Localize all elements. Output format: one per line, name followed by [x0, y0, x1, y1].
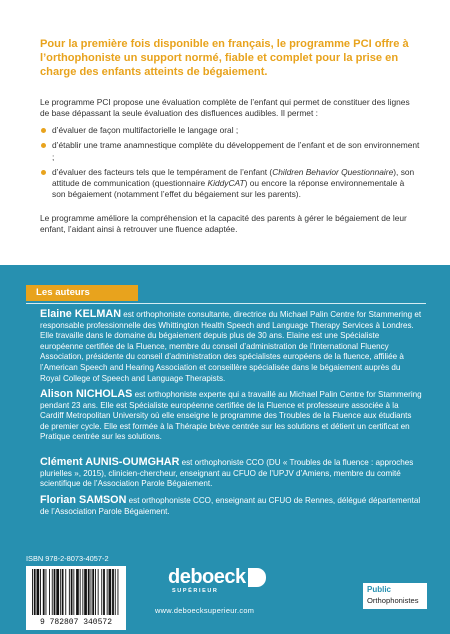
outro-paragraph: Le programme améliore la compréhension et la capacité des parents à gérer le bégaiement de leur enfant, l’aidant ainsi à retrouver une fluence adaptée. — [40, 213, 407, 235]
logo-subtitle: SUPÉRIEUR — [172, 588, 219, 594]
author-name: Florian SAMSON — [40, 494, 127, 506]
barcode-bar — [32, 569, 33, 615]
logo-wordmark: deboeck — [168, 566, 246, 588]
list-item-text: d’établir une trame anamnestique complète du développement de l’enfant et de son environnement ; — [52, 140, 420, 162]
audience-badge — [363, 583, 427, 609]
text-run: ) ou encore la réponse environnementale à son bégaiement (notamment l’effet du bégaiement sur les parents). — [52, 178, 405, 200]
barcode-bar — [60, 569, 61, 615]
list-item-text — [52, 167, 414, 200]
barcode-bar — [95, 569, 96, 615]
barcode-bar — [71, 569, 73, 615]
barcode-bar — [69, 569, 70, 615]
bullet-icon — [41, 170, 46, 175]
text-run: d’évaluer des facteurs tels que le tempérament de l’enfant ( — [52, 166, 273, 177]
barcode-bar — [73, 569, 74, 615]
publisher-logo — [168, 566, 278, 594]
barcode-bar — [109, 569, 112, 615]
barcode-bar — [56, 569, 59, 615]
text-run: ), son attitude de communication (questionnaire — [52, 166, 415, 189]
questionnaire-title: Children Behavior Questionnaire — [272, 166, 394, 177]
author-name: Clément AUNIS-OUMGHAR — [40, 456, 180, 468]
barcode-bar — [76, 569, 79, 615]
barcode-bar — [34, 569, 36, 615]
barcode-bar — [84, 569, 87, 615]
summary-section — [0, 0, 450, 265]
author-bio — [40, 495, 422, 517]
barcode-bar — [37, 569, 40, 615]
author-name: Elaine KELMAN — [40, 308, 121, 320]
author-name: Alison NICHOLAS — [40, 388, 133, 400]
barcode-bar — [62, 569, 64, 615]
barcode-icon — [30, 569, 122, 617]
barcode-bar — [92, 569, 94, 615]
authors-header — [26, 285, 138, 301]
list-item — [40, 140, 420, 163]
audience-value: Orthophonistes — [367, 596, 419, 605]
barcode-bar — [118, 569, 119, 615]
bullet-icon — [41, 143, 46, 148]
barcode-bar — [54, 569, 56, 615]
author-text: est orthophoniste consultante, directrice du Michael Palin Centre for Stammering et responsable professionnelle des Whittington Health Speech and Language Therapy Services à Londres. Elle travaille dans le domaine du bégaiement depuis plus de 30 ans. Elaine est une Spécialiste européenne certifiée de la Fluence, membre du conseil d’administration de l’International Fluency Association, présidente du conseil d’administration des spécialistes européens de la fluence, affiliée à l’American Speech and Hearing Association et conseillère spécialisée dans le bégaiement auprès du Royal College of Speech and Language Therapists. — [40, 310, 422, 383]
barcode-bar — [40, 569, 41, 615]
barcode-bar — [107, 569, 108, 615]
barcode-bar — [91, 569, 92, 615]
publisher-website: www.deboecksuperieur.com — [155, 606, 255, 615]
author-text: est orthophoniste CCO (DU « Troubles de la fluence : approches plurielles », 2015), clinicien-chercheur, enseignant au CFUO de l’UPJV d’Amiens, membre du comité scientifique de l’Association Parole Bégaiement. — [40, 458, 414, 489]
list-item — [40, 125, 420, 136]
author-text: est orthophoniste experte qui a travaillé au Michael Palin Centre for Stammering pendant 23 ans. Elle est Spécialiste européenne certifiée de la Fluence et professeure associée à la Cardiff Metropolitan University où elle enseigne le programme des Troubles de la Fluence aux étudiants de premier cycle. Elle est formée à la Thérapie brève centrée sur les solutions et détient un certificat en Pratique centrée sur les solutions. — [40, 390, 422, 442]
audience-label: Public — [367, 585, 392, 594]
divider — [26, 303, 426, 304]
author-bio — [40, 457, 422, 490]
barcode-bar — [46, 569, 47, 615]
barcode-bar — [49, 569, 50, 615]
barcode-bar — [101, 569, 102, 615]
authors-header-label: Les auteurs — [36, 287, 90, 298]
feature-list — [40, 125, 420, 205]
barcode-bar — [43, 569, 45, 615]
questionnaire-title: KiddyCAT — [207, 178, 245, 189]
bullet-icon — [41, 128, 46, 133]
barcode-bar — [103, 569, 105, 615]
list-item-text: d’évaluer de façon multifactorielle le langage oral ; — [52, 125, 239, 135]
barcode-bar — [52, 569, 53, 615]
intro-paragraph: Le programme PCI propose une évaluation complète de l’enfant qui permet de constituer des lignes de base dépassant la seule évaluation des disfluences audibles. Il permet : — [40, 97, 410, 119]
barcode-number: 9 782807 340572 — [39, 618, 112, 627]
isbn-text: ISBN 978-2-8073-4057-2 — [26, 554, 109, 563]
logo-d-icon — [248, 568, 266, 587]
barcode-bar — [98, 569, 99, 615]
barcode-bar — [88, 569, 90, 615]
author-bio — [40, 389, 422, 443]
author-bio — [40, 309, 422, 384]
barcode-bar — [112, 569, 114, 615]
barcode-bar — [80, 569, 81, 615]
lead-paragraph: Pour la première fois disponible en français, le programme PCI offre à l’orthophoniste un support normé, fiable et complet pour la prise en charge des enfants atteints de bégaiement. — [40, 38, 409, 78]
barcode-bar — [82, 569, 83, 615]
author-text: est orthophoniste CCO, enseignant au CFUO de Rennes, délégué départemental de l’Association Parole Bégaiement. — [40, 496, 421, 516]
barcode-bar — [65, 569, 66, 615]
list-item — [40, 167, 420, 201]
barcode-bar — [115, 569, 116, 615]
